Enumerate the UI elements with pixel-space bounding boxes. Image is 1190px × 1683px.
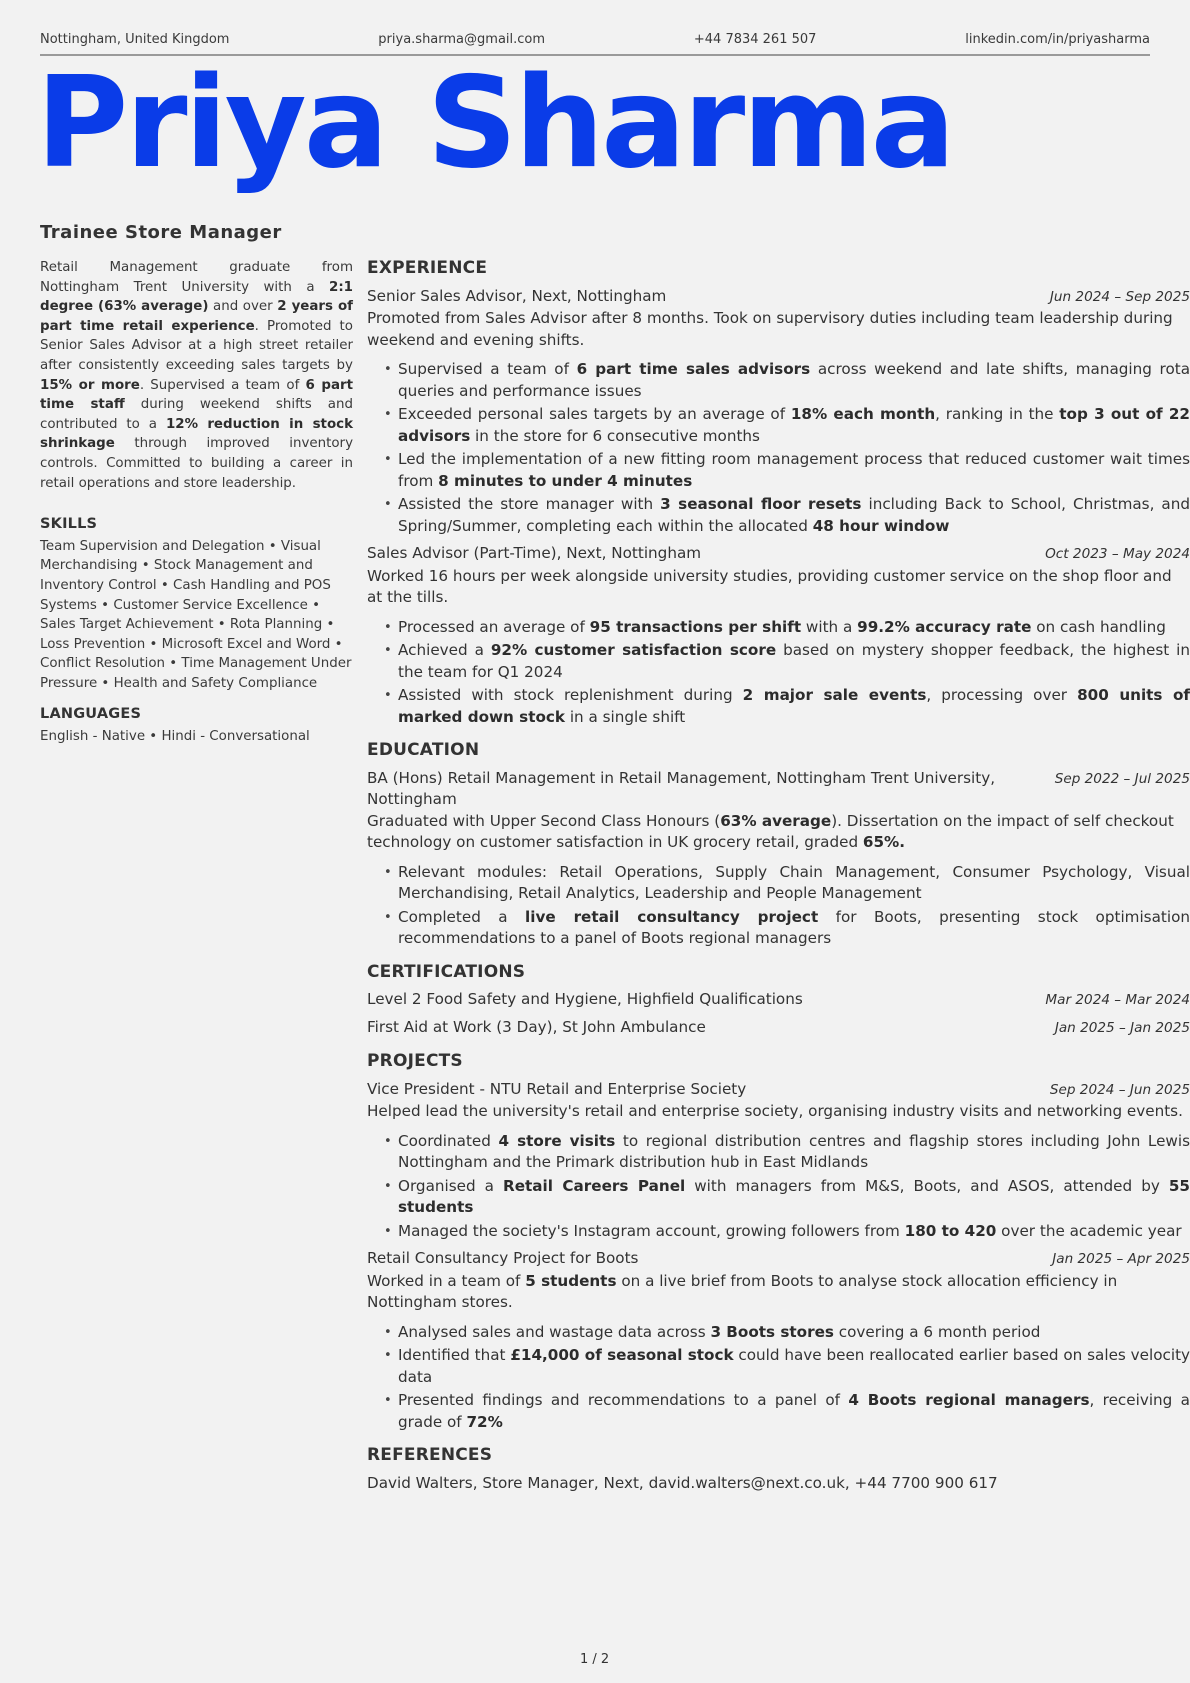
- bullet-item: • Supervised a team of 6 part time sales advisors across weekend and late shifts, managing rota queries and performance issues: [398, 359, 1190, 402]
- bullet-item: • Led the implementation of a new fitting room management process that reduced customer wait times from 8 minutes to under 4 minutes: [398, 449, 1190, 492]
- certification-date: Jan 2025 – Jan 2025: [1054, 1019, 1190, 1036]
- projects-heading: PROJECTS: [367, 1051, 463, 1071]
- contact-linkedin[interactable]: linkedin.com/in/priyasharma: [965, 32, 1150, 47]
- entry: [367, 1079, 1190, 1243]
- bullet-item: • Analysed sales and wastage data across 3 Boots stores covering a 6 month period: [398, 1322, 1190, 1344]
- contact-location: Nottingham, United Kingdom: [40, 32, 230, 47]
- bullet-item: • Assisted with stock replenishment during 2 major sale events, processing over 800 units of marked down stock in a single shift: [398, 685, 1190, 728]
- certification-title: First Aid at Work (3 Day), St John Ambulance: [367, 1017, 706, 1036]
- bullet-list: [367, 862, 1190, 950]
- experience-entries: [367, 286, 1190, 729]
- reference-text: David Walters, Store Manager, Next, david.walters@next.co.uk, +44 7700 900 617: [367, 1473, 998, 1492]
- references-heading: REFERENCES: [367, 1445, 493, 1465]
- entry: [367, 1248, 1190, 1433]
- entry-title: Retail Consultancy Project for Boots: [367, 1249, 639, 1267]
- references-section: [367, 1445, 1190, 1494]
- bullet-list: [367, 1131, 1190, 1243]
- certification-item: [367, 989, 1190, 1012]
- education-entries: [367, 768, 1190, 950]
- entry-header: [367, 1248, 1190, 1271]
- skills-list: Team Supervision and Delegation • Visual Merchandising • Stock Management and Inventory Control • Cash Handling and POS Systems • Customer Service Excellence • Sales Target Achievement • Rota Planning • Loss Prevention • Microsoft Excel and Word • Conflict Resolution • Time Management Under Pressure • Health and Safety Compliance: [40, 538, 352, 691]
- entry-description: Promoted from Sales Advisor after 8 months. Took on supervisory duties including team leadership during weekend and evening shifts.: [367, 309, 1173, 349]
- entry: [367, 543, 1190, 728]
- entry-date: Jun 2024 – Sep 2025: [1049, 288, 1190, 305]
- bullet-item: • Relevant modules: Retail Operations, Supply Chain Management, Consumer Psychology, Visual Merchandising, Retail Analytics, Leadership and People Management: [398, 862, 1190, 905]
- projects-section: [367, 1051, 1190, 1433]
- entry-header: [367, 543, 1190, 566]
- skills-heading: SKILLS: [40, 516, 98, 533]
- experience-section: [367, 258, 1190, 728]
- languages-list: English - Native • Hindi - Conversational: [40, 729, 310, 745]
- education-heading: EDUCATION: [367, 740, 480, 760]
- bullet-list: [367, 617, 1190, 729]
- job-title: Trainee Store Manager: [40, 222, 282, 243]
- summary: Retail Management graduate from Nottingham Trent University with a 2:1 degree (63% average) and over 2 years of part time retail experience. Promoted to Senior Sales Advisor at a high street retailer after consistently exceeding sales targets by 15% or more. Supervised a team of 6 part time staff during weekend shifts and contributed to a 12% reduction in stock shrinkage through improved inventory controls. Committed to building a career in retail operations and store leadership.: [40, 260, 354, 491]
- entry-title: Senior Sales Advisor, Next, Nottingham: [367, 286, 667, 305]
- left-column: [40, 258, 353, 747]
- entry-date: Oct 2023 – May 2024: [1045, 546, 1190, 562]
- entry-description: Graduated with Upper Second Class Honours (63% average). Dissertation on the impact of self checkout technology on customer satisfaction in UK grocery retail, graded 65%.: [367, 811, 1174, 851]
- bullet-item: • Presented findings and recommendations to a panel of 4 Boots regional managers, receiving a grade of 72%: [398, 1390, 1190, 1433]
- project-entries: [367, 1079, 1190, 1434]
- entry-date: Sep 2024 – Jun 2025: [1049, 1081, 1190, 1098]
- bullet-item: • Identified that £14,000 of seasonal stock could have been reallocated earlier based on sales velocity data: [398, 1345, 1190, 1388]
- bullet-item: • Achieved a 92% customer satisfaction score based on mystery shopper feedback, the highest in the team for Q1 2024: [398, 640, 1190, 683]
- entry-header: [367, 768, 1190, 811]
- certifications-heading: CERTIFICATIONS: [367, 961, 526, 982]
- entry: [367, 768, 1190, 950]
- entry-header: [367, 1079, 1190, 1102]
- bullet-item: • Managed the society's Instagram account, growing followers from 180 to 420 over the academic year: [398, 1221, 1190, 1243]
- bullet-list: [367, 1322, 1190, 1434]
- bullet-item: • Coordinated 4 store visits to regional distribution centres and flagship stores including John Lewis Nottingham and the Primark distribution hub in East Midlands: [398, 1131, 1190, 1174]
- entry-date: Jan 2025 – Apr 2025: [1052, 1251, 1190, 1267]
- bullet-list: [367, 359, 1190, 537]
- bullet-item: • Completed a live retail consultancy project for Boots, presenting stock optimisation recommendations to a panel of Boots regional managers: [398, 907, 1190, 950]
- resume-page: [36, 0, 1190, 1683]
- page-indicator: 1 / 2: [580, 1652, 610, 1667]
- bullet-item: • Processed an average of 95 transactions per shift with a 99.2% accuracy rate on cash handling: [398, 617, 1190, 639]
- languages-heading: LANGUAGES: [40, 706, 142, 723]
- entry-description: Worked in a team of 5 students on a live brief from Boots to analyse stock allocation efficiency in Nottingham stores.: [367, 1271, 1118, 1311]
- contact-email[interactable]: priya.sharma@gmail.com: [378, 32, 546, 47]
- entry-date: Sep 2022 – Jul 2025: [1054, 770, 1190, 787]
- experience-heading: EXPERIENCE: [367, 258, 488, 278]
- entry-title: BA (Hons) Retail Management in Retail Management, Nottingham Trent University, Nottingham: [367, 768, 996, 808]
- certification-date: Mar 2024 – Mar 2024: [1045, 992, 1190, 1008]
- entry-description: Worked 16 hours per week alongside university studies, providing customer service on the shop floor and at the tills.: [367, 566, 1172, 606]
- entry: [367, 286, 1190, 538]
- entry-header: [367, 286, 1190, 309]
- contact-phone[interactable]: +44 7834 261 507: [693, 32, 817, 47]
- entry-description: Helped lead the university's retail and enterprise society, organising industry visits and networking events.: [367, 1102, 1183, 1120]
- entry-title: Sales Advisor (Part-Time), Next, Nottingham: [367, 544, 702, 562]
- certification-title: Level 2 Food Safety and Hygiene, Highfield Qualifications: [367, 990, 803, 1008]
- bullet-item: • Exceeded personal sales targets by an average of 18% each month, ranking in the top 3 out of 22 advisors in the store for 6 consecutive months: [398, 404, 1190, 447]
- bullet-item: • Assisted the store manager with 3 seasonal floor resets including Back to School, Christmas, and Spring/Summer, completing each within the allocated 48 hour window: [398, 494, 1190, 537]
- education-section: [367, 740, 1190, 950]
- candidate-name: Priya Sharma: [36, 49, 953, 196]
- right-column: [367, 258, 1190, 1506]
- bullet-item: • Organised a Retail Careers Panel with managers from M&S, Boots, and ASOS, attended by 55 students: [398, 1176, 1190, 1219]
- entry-title: Vice President - NTU Retail and Enterprise Society: [367, 1079, 747, 1098]
- certification-item: [367, 1017, 1190, 1040]
- certifications-section: [367, 962, 1190, 1040]
